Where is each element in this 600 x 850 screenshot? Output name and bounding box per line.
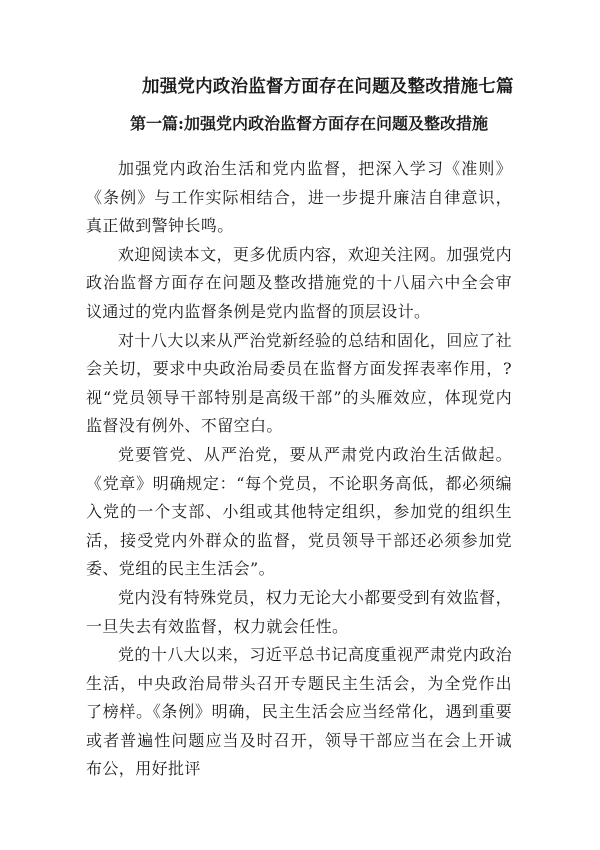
paragraph: 加强党内政治生活和党内监督，把深入学习《准则》《条例》与工作实际相结合，进一步提升廉洁自律意识，真正做到警钟长鸣。 (86, 159, 512, 236)
paragraph: 党的十八大以来，习近平总书记高度重视严肃党内政治生活，中央政治局带头召开专题民主生活会，为全党作出了榜样。《条例》明确，民主生活会应当经常化，遇到重要或者普遍性问题应当及时召开，领导干部应当在会上开诚布公，用好批评 (86, 645, 512, 779)
paragraph: 党内没有特殊党员，权力无论大小都要受到有效监督，一旦失去有效监督，权力就会任性。 (86, 587, 512, 636)
paragraph: 党要管党、从严治党，要从严肃党内政治生活做起。《党章》明确规定：“每个党员，不论职务高低，都必须编入党的一个支部、小组或其他特定组织，参加党的组织生活，接受党内外群众的监督，党员领导干部还必须参加党委、党组的民主生活会”。 (86, 444, 512, 579)
document-title: 加强党内政治监督方面存在问题及整改措施七篇 (142, 77, 514, 97)
document-body (86, 155, 512, 784)
paragraph: 欢迎阅读本文，更多优质内容，欢迎关注网。加强党内政治监督方面存在问题及整改措施党的十八届六中全会审议通过的党内监督条例是党内监督的顶层设计。 (86, 244, 512, 321)
document-subtitle: 第一篇:加强党内政治监督方面存在问题及整改措施 (130, 114, 488, 133)
paragraph: 对十八大以来从严治党新经验的总结和固化，回应了社会关切，要求中央政治局委员在监督方面发挥表率作用，?视“党员领导干部特别是高级干部”的头雁效应，体现党内监督没有例外、不留空白。 (86, 330, 512, 436)
